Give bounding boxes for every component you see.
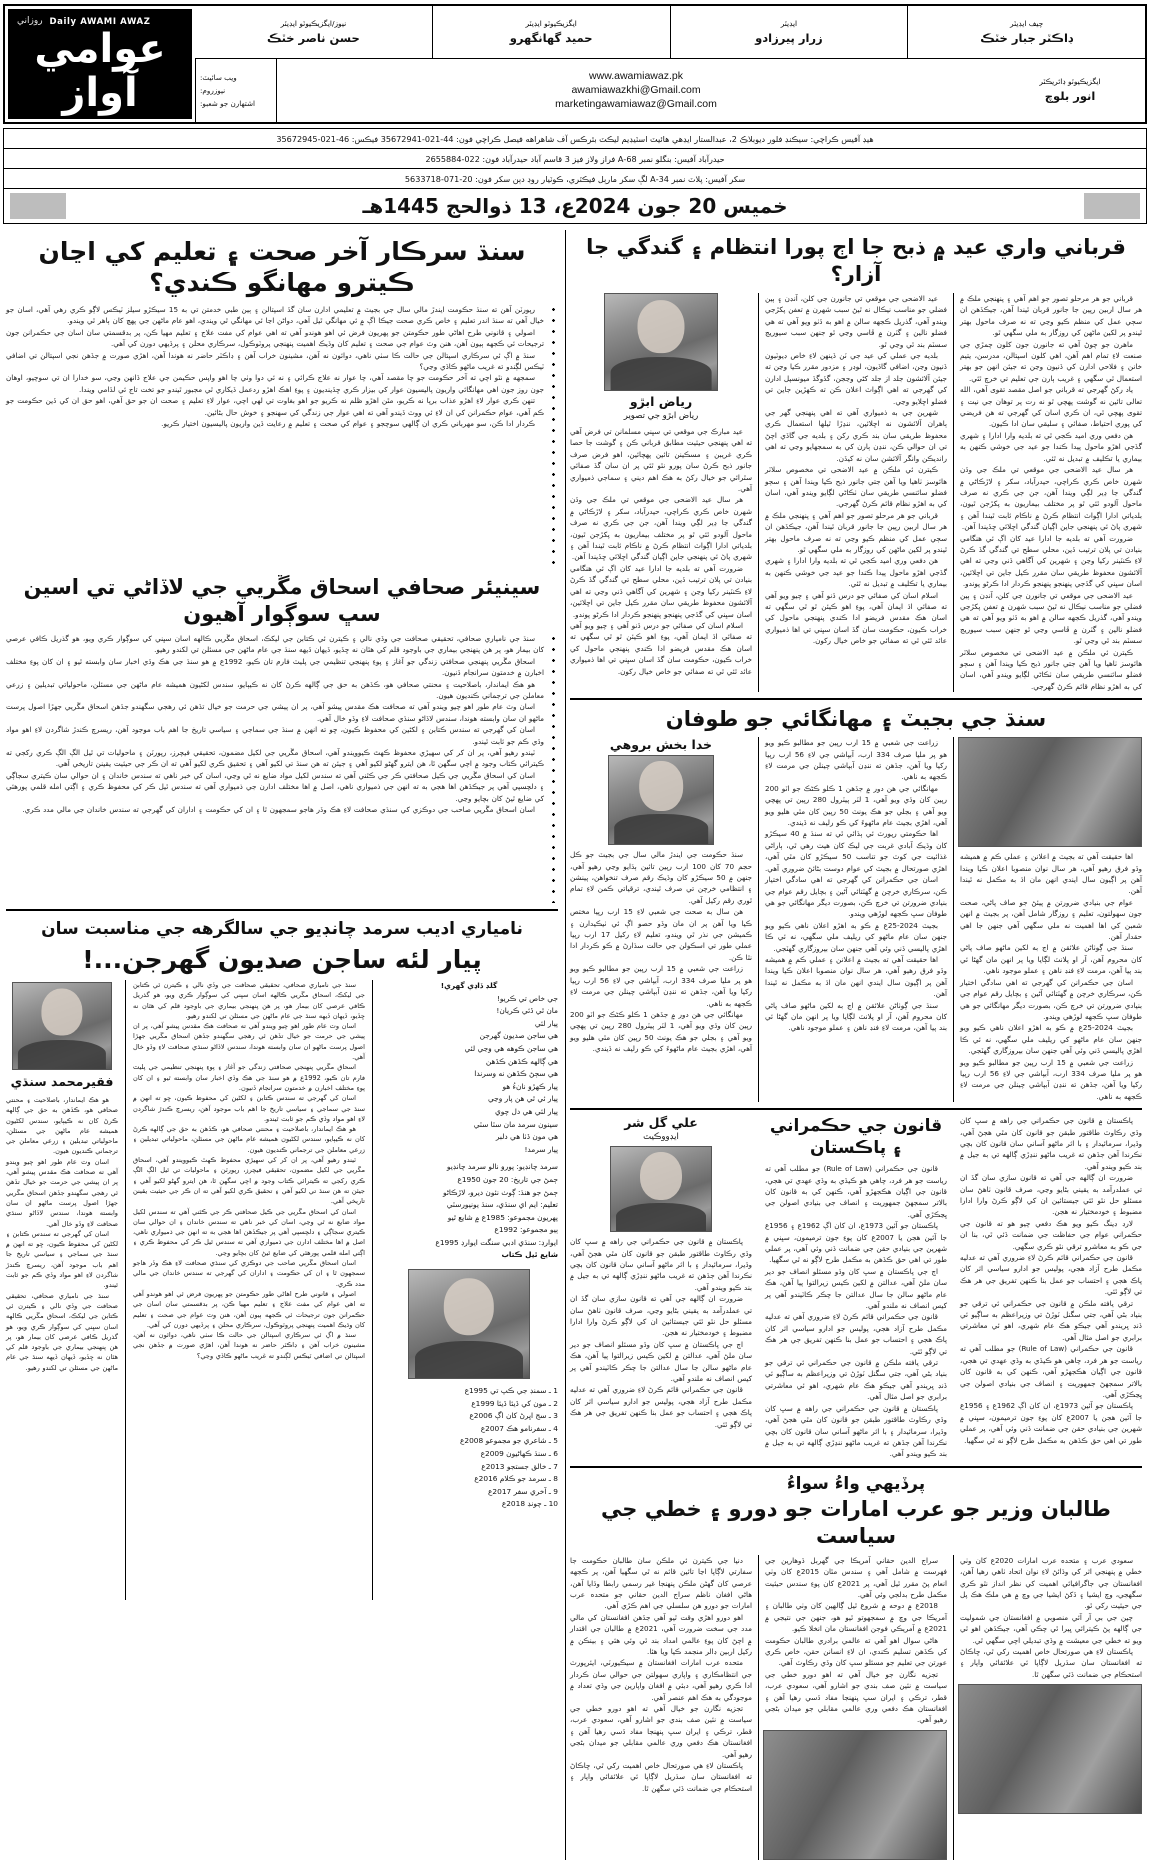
paragraph: اها حقيقت آهي ته بجيٽ ۾ اعلانن ۽ عملي ڪم ۾ هميشه وڏو فرق رهيو آهي، هر سال نوان منصوبا اعلان ڪيا ويندا آهن پر اڳيون سال ايندي انهن مان اڌ به مڪمل نه ٿيندا آهن. <box>765 954 947 999</box>
paragraph: قرباني جو هر مرحلو تصور جو اهم آهي ۽ پنهنجي ملڪ ۾ هر سال اربين رپين جا جانور قربان ٿيندا آهن، جيڪڏهن ان سڄي عمل کي منظم ڪيو وڃي ته نه صرف ماحول بهتر ٿيندو پر لکين ماڻهن کي روزگار به ملي سگهي ٿو. <box>960 294 1142 338</box>
staff-name: حسن ناصر خٽڪ <box>266 30 360 45</box>
paragraph: ڪيترن ئي ملڪن ۾ عيد الاضحى تي مخصوص سلاٽر هائوسز ٺاهيا ويا آهن جتي جانور ذبح ڪيا ويندا آهن ۽ سڄو فضلو سائنسي طريقي سان ٺڪاڻي لڳايو ويندو آهي، اسان کي به اهڙو نظام قائم ڪرڻ گهرجي. <box>960 647 1142 691</box>
paragraph: اصولي ۽ قانوني طرح اهاڻي طور حڪومتن جو پهريون فرض ئي اهو هوندو آهي ته اهي عوام کي مفت علاج ۽ تعليم مهيا ڪن، پر بدقسمتي سان اسان جي حڪمرانن جون ترجيحات ئي ڪجهه ٻيون آهن، هنن وٽ عوام جي صحت ۽ تعليم کان وڌيڪ اهميت پنهنجي پروٽوڪول، سرڪاري محلن ۽ پرڏيهي دورن کي آهي. <box>133 1289 365 1329</box>
date-text: خميس 20 جون 2024ع، 13 ذوالحج 1445هـ <box>362 194 788 218</box>
book-item: 6 ـ سنڌ ڪهاڻيون 2009ع <box>480 1449 558 1459</box>
paragraph: اسان اسحاق مڱريي صاحب جي دوڪزي کي سنڌي صحافت لاءِ هڪ وڏر هاجو سمجهون ٿا ۽ ان کي حڪومت ۽ اداران کي گهرجي ته سندس خاندان جي مالي مدد ڪري. <box>22 805 535 815</box>
publisher-cell <box>995 59 1145 122</box>
paragraph: هو هڪ ايماندار، باصلاحيت ۽ محنتي صحافي هو، ڪڏهن به حق جي ڳالهه ڪرڻ کان نه ڪيٻايو، سندس لکڻيون هميشه عام ماڻهن جي مسئلن، ماحولياتي تبديلين ۽ زرعي معاملن جي ترجماني ڪنديون هيون. <box>133 1125 365 1154</box>
paragraph: عوام جي بنيادي ضرورتن ۾ پيئڻ جو صاف پاڻي، صحت جون سهولتون، تعليم ۽ روزگار شامل آهن، پر بجيٽ ۾ انهن شعبن کي اها اهميت نه ملي سگهي آهي جنهن جا اهي حقدار آهن. <box>960 897 1142 942</box>
paragraph: ياد رکڻ گهرجي ته قرباني جو اصل مقصد تقوى آهي، الله تعالى تائين نه گوشت پهچي ٿو نه رت پر توهان جي نيت ۽ تقوى پهچي ٿي، ان ڪري اسان کي گهرجي ته هن فريضي کي پوري احتياط، صفائي ۽ سليقي سان ادا ڪيون. <box>960 385 1142 429</box>
editorial-1-body <box>6 304 552 566</box>
col-divider <box>758 1555 759 1860</box>
paragraph: بجيٽ 2024-25ع ۾ ڪو به اهڙو اعلان ناهي ڪيو ويو جنهن سان عام ماڻهو کي ريليف ملي سگهي، نه ئي ڪا اهڙي پاليسي ڏني وئي آهي جنهن سان بيروزگاري گهٽجي. <box>960 1023 1142 1056</box>
book-item: 4 ـ سفرنامو هڪ 2007ع <box>480 1423 558 1433</box>
feature-author-sidebar <box>6 1095 118 1373</box>
paragraph: بجيٽ 2024-25ع ۾ ڪو به اهڙو اعلان ناهي ڪيو ويو جنهن سان عام ماڻهو کي ريليف ملي سگهي، نه ئي ڪا اهڙي پاليسي ڏني وئي آهي جنهن سان بيروزگاري گهٽجي. <box>765 920 947 953</box>
feature-headline: پيار لئه ساجن صديون گهرجن...! <box>82 945 482 974</box>
paragraph: ماهرن جو چوڻ آهي ته جانورن جون کلون چمڙي جي صنعت لاءِ تمام اهم آهن، اهي کلون اسپتالن، مدرسن، يتيم خانن ۽ فلاحي ادارن کي ڏنيون وڃن ته جيئن انهن جو بهتر استعمال ٿي سگهي ۽ غريب ٻارن جي تعليم تي خرچ ٿئي. <box>960 339 1142 383</box>
poem-line: هي ڳالهه ڪڏهن ڪڏهن <box>485 1056 558 1066</box>
feature-column-divider <box>372 980 373 1600</box>
paragraph: 2018ع ۾ دوحه ۾ شروع ٿيل ڳالهين کان وٺي طالبان ۽ آمريڪا جي وچ ۾ سمجهوتو ٿيو هو، جنهن جي نتيجي ۾ 2021ع ۾ آمريڪي فوجن افغانستان مان انخلا ڪيو. <box>765 1601 947 1634</box>
photo-press-conference <box>763 1730 947 1860</box>
paragraph: زراعت جي شعبي ۾ 15 ارب رپين جو مطالبو ڪيو ويو هو پر مليا صرف 334 ارب، آبپاشي جي لاءِ 56 ارب رپيا رکيا ويا آهن، جڏهن ته ننڍن آبپاشي چينلن جي مرمت لاءِ ڪجهه به ناهي. <box>570 964 753 1008</box>
paragraph: پاڪستان جو آئين 1973ع، ان کان اڳ 1962ع ۽ 1956ع جا آئين هجن يا 2007ع کان پوءِ جون ترميمون، سڀني ۾ شهرين جي بنيادي حقن جي ضمانت ڏني وئي آهي، پر عملي طور تي اهي حق ڪڏهن به مڪمل طرح لاڳو نه ٿي سگهيا. <box>960 1401 1142 1445</box>
col-divider <box>953 1555 954 1860</box>
staff-name: ڊاڪٽر جبار خٽڪ <box>980 30 1074 45</box>
story-law-author: علي گل شر <box>624 1115 698 1131</box>
story-taliban-col2 <box>765 1555 947 1860</box>
paragraph: اها حقيقت آهي ته بجيٽ ۾ اعلانن ۽ عملي ڪم ۾ هميشه وڏو فرق رهيو آهي، هر سال نوان منصوبا اعلان ڪيا ويندا آهن پر اڳيون سال ايندي انهن مان اڌ به مڪمل نه ٿيندا آهن. <box>960 852 1142 896</box>
book-item: 10 ـ چونڊ 2018ع <box>501 1499 558 1509</box>
paragraph: سنڌ جي ڳوٺاڻن علائقن ۾ اڄ به لکين ماڻهو صاف پاڻي کان محروم آهن، آر او پلانٽ لڳايا ويا پر انهن مان گهڻا ئي بند پيا آهن، مرمت لاءِ فنڊ ناهن ۽ عملو موجود ناهي. <box>765 1000 947 1033</box>
editorial-dot-divider <box>552 304 558 566</box>
paragraph: سمجهه ۾ نٿو اچي ته آخر حڪومت جو چا مقصد آهي، چا عوار نه علاج ڪرائي ۽ نه ئي دوا وٺي چا اهو واپس حڪيمن جي علاج ڏانهن وڃي، سو خدارا ان تي سوچيو، اوهان جون روز جون اهي مهانگائي واريون پاليسيون عوار کي بيزار ڪري ڇڏينديون ۽ پوءِ اهڪ اهڙو ردعمل ڏيکاري ٿي مجبور ٿيندو جو تخت تاج ئي لڏامي ويندا. <box>6 373 544 394</box>
poem-line: پيار لئي هي دل چوي <box>494 1106 558 1116</box>
paragraph: رپورٽن آهن ته سنڌ حڪومت ايندڙ مالي سال جي بجيٽ ۾ تعليمي ادارن سان گڏ اسپتالن ۽ ٻين طبي خدمتن تي به 15 سيڪڙو سيلز ٽيڪس لاڳو ڪري رهي آهي، اسان جو خيال آهي ته سنڌ اندر تعليم ۽ خاص ڪري صحت جيڪا اڳ ۾ ئي مهانگي ٿيل آهي، دواڻن اڃا ئي مهانگي ٿي ويندي، اهو عام ماڻهن جي پهچ کان ٻاهر ٿي ويندو. <box>6 305 544 326</box>
col-divider <box>953 737 954 1102</box>
editorial-section <box>6 232 558 1600</box>
column-body <box>765 1163 947 1460</box>
paragraph: لارڊ ڊينگ ڪيو ويو هڪ دفعي چيو هو ته قانون جي حڪمراني عوام جي حفاظت جي ضمانت ڏئي ٿي، بنا ان جي ڪو به معاشرو ترقي نٿو ڪري سگهي. <box>960 1218 1142 1251</box>
paragraph: قانون جي حڪمراني (Rule of Law) جو مطلب آهي ته رياست جو هر فرد، چاهي هو ڪيڏي به وڏي عهدي تي هجي، قانون جي اڳيان هڪجهڙو آهي، ڪنهن کي به قانون کان بالاتر سمجهڻ جمهوريت ۽ انصاف جي بنيادي اصولن جي ڀڃڪڙي آهي. <box>960 1344 1142 1399</box>
story-qurbani-headline: قرباني واري عيد ۾ ذبح جا اڄ پورا انتظام ۽ گندگي جا آزار؟ <box>586 235 1126 286</box>
editorial-dot-divider <box>552 633 558 903</box>
feature-poem-block <box>380 980 558 1155</box>
photo-sarmad-chandio <box>408 1269 530 1379</box>
column-body <box>570 1236 752 1430</box>
paragraph: سنڌ جي نامياري صحافي، تحقيقي صحافت جي وڏي نالي ۽ ڪيترن ئي ڪتابن جي ليکڪ، اسحاق مڱريي ڪالهه اسان سڀني کي سوڳوار ڪري ويو، هو گذريل ڪافي عرصي کان بيمار هو، پر هن پنهنجي بيماري جي باوجود قلم کي هٿان نه ڇڏيو، ڏيهان ڏيهه سنڌ جي عام ماڻهن جي مسئلن تي لکندو رهيو. <box>6 1291 118 1372</box>
publisher-role: ايگزيڪيوٽو ڊائريڪٽر <box>1039 77 1101 87</box>
poem-line: هي مون ڏٺا هي دلبر <box>495 1132 558 1142</box>
paragraph: سنڌ جي نامياري صحافي، تحقيقي صحافت جي وڏي نالي ۽ ڪيترن ئي ڪتابن جي ليکڪ، اسحاق مڱريي ڪالهه اسان سڀني کي سوڳوار ڪري ويو، هو گذريل ڪافي عرصي کان بيمار هو، پر هن پنهنجي بيماري جي باوجود قلم کي هٿان نه ڇڏيو، ڏيهان ڏيهه سنڌ جي عام ماڻهن جي مسئلن تي لکندو رهيو. <box>6 634 544 655</box>
poem-line: مان ٿي ڏئي ڪريان! <box>496 1006 558 1016</box>
dateline-bar <box>3 189 1147 224</box>
feature-body <box>133 980 365 1361</box>
paragraph: زراعت جي شعبي ۾ 15 ارب رپين جو مطالبو ڪيو ويو هو پر مليا صرف 334 ارب، آبپاشي جي لاءِ 56 ارب رپيا رکيا ويا آهن، جڏهن ته ننڍن آبپاشي چينلن جي مرمت لاءِ ڪجهه به ناهي. <box>765 738 948 782</box>
paragraph: پاڪستان لاءِ هي صورتحال خاص اهميت رکي ٿي، ڇاڪاڻ ته افغانستان سان سڌريل لاڳاپا ئي علائقائي واپار ۽ استحڪام جي ضمانت ڏئي سگهن ٿا. <box>960 1646 1142 1679</box>
paragraph: پاڪستان ۾ قانون جي حڪمراني جي راهه ۾ سڀ کان وڏي رڪاوٽ طاقتور طبقن جو قانون کان مٿي هجڻ آهي، وڏيرا، سرمائيدار ۽ با اثر ماڻهو آساني سان قانون کان بچي نڪرندا آهن جڏهن ته غريب ماڻهو ننڍڙي ڳالهه تي به جيل ۾ بند ڪيو ويندو آهي. <box>765 1403 947 1459</box>
column-body <box>765 1555 947 1726</box>
main-column-divider <box>565 230 566 1860</box>
website-url[interactable]: www.awamiawaz.pk <box>589 70 683 83</box>
paragraph: اسان جي حڪمرانن کي گهرجي ته اهي سادگي اختيار ڪن، سرڪاري خرچن ۾ گهٽتائي آڻين ۽ بچايل رقم عوام جي بنيادي ضرورتن تي خرچ ڪن، بصورت ديگر مهانگائي جو هي طوفان سڀ ڪجهه لوڙهي ويندو. <box>765 875 947 919</box>
section-rule-1 <box>570 698 1142 700</box>
paragraph: هر سال عيد الاضحى جي موقعي تي ملڪ جي وڏن شهرن خاص ڪري ڪراچي، حيدرآباد، سکر ۽ لاڙڪاڻي ۾ گندگي جا ڍير لڳي ويندا آهن، جن جي ڪري نه صرف ماحول آلودو ٿئي ٿو پر مختلف بيماريون به پکڙجن ٿيون، بلدياتي ادارا اڳواٽ انتظام ڪرڻ ۾ ناڪام ثابت ٿيندا آهن ۽ شهري پاڻ ئي پنهنجي جاين اڳيان گندگي اڇلائي ڇڏيندا آهن. <box>570 495 752 562</box>
story-budget-col1 <box>570 737 752 1102</box>
story-budget-col2 <box>765 737 947 1102</box>
paragraph: قرباني جو هر مرحلو تصور جو اهم آهي ۽ پنهنجي ملڪ ۾ هر سال اربين رپين جا جانور قربان ٿيندا آهن، جيڪڏهن ان سڄي عمل کي منظم ڪيو وڃي ته نه صرف ماحول بهتر ٿيندو پر لکين ماڻهن کي روزگار به ملي سگهي ٿو. <box>765 510 947 554</box>
paragraph: هن دفعي وري اميد ڪجي ٿي ته بلديه وارا ادارا ۽ شهري گڏجي اهڙو ماحول پيدا ڪندا جو عيد جي خوشي ڪنهن به بيماري يا تڪليف ۾ تبديل نه ٿئي. <box>765 556 947 589</box>
column-body <box>960 1115 1142 1446</box>
paragraph: شهرين جي به ذميواري آهي ته اهي پنهنجي گهر جي ٻاهران آلائشون نه اڇلائين، ننڍڙا ٿيلها استعمال ڪري محفوظ طريقي سان بند ڪري رکن ۽ بلديه جي گاڏي اچڻ تي ان حوالي ڪن، ننڍن ٻارن کي به سمجهايو وڃي ته اهي رانديڪن وانگر آلائشن سان نه کيڏن. <box>765 408 947 463</box>
paragraph: هو هڪ ايماندار، باصلاحيت ۽ محنتي صحافي هو، ڪڏهن به حق جي ڳالهه ڪرڻ کان نه ڪيٻايو، سندس لکڻيون هميشه عام ماڻهن جي مسئلن، ماحولياتي تبديلين ۽ زرعي معاملن جي ترجماني ڪنديون هيون. <box>6 1096 118 1156</box>
feature-bio-list <box>380 1161 558 1261</box>
book-item: 2 ـ مون کي ڏيئا ڏيئا 1999ع <box>471 1398 558 1408</box>
logo-corner-mark: روزاني <box>17 16 43 26</box>
dateline-swatch-right <box>1084 193 1140 219</box>
editorial-section-rule <box>6 909 558 911</box>
label-newsroom: نيوزروم: <box>200 85 226 95</box>
bio-line: سرمد چانڊيو: پورو نالو سرمد چانڊيو <box>446 1162 558 1172</box>
feature-author-column <box>6 980 118 1600</box>
photo-faqeer-muhammad-sindhi <box>12 982 112 1070</box>
contact-labels <box>195 59 276 122</box>
column-body <box>570 426 752 677</box>
paragraph: ٽيندو رهيو آهي، پر ان کر کي سهيڙي محفوظ ڪهٿ ڪيوويندو آهي، اسحاق مڱريي جي لکيل مضمون، تحقيقي فيچرز، رپورٽن ۽ ماحوليات تي ٿيل الڳ الڳ ڪري رکجي ته ڪيترائي ڪتاب وجود ۾ اچي سگهن ٿا، هن ايترو گهڻو لکيو آهي ۽ جيئن ته هن سنڌ تي لکيو آهي ۽ تحقيق ڪري لکيو آهي ته ان ڪر جي حيثيت يقينن تاريخي آهي. <box>6 748 544 769</box>
paragraph: اسان وٽ عام طور اهو چيو ويندو آهي ته صحافت هڪ مقدس پيشو آهي، پر ان پيشي جي حرمت جو خيال تڏهن ئي رهجي سگهندو جڏهن اسحاق مڱريي جهڙا اصول پرست ماڻهو ان سان وابسته هوندا، سندس لاڏاڻو سنڌي صحافت لاءِ وڏو خال آهي. <box>6 1157 118 1228</box>
feature-author-name: فقيرمحمد سنڌي <box>10 1074 114 1089</box>
column-body <box>960 293 1142 692</box>
paragraph: سنڌ جي ڳوٺاڻن علائقن ۾ اڄ به لکين ماڻهو صاف پاڻي کان محروم آهن، آر او پلانٽ لڳايا ويا پر انهن مان گهڻا ئي بند پيا آهن، مرمت لاءِ فنڊ ناهن ۽ عملو موجود ناهي. <box>960 943 1142 976</box>
paragraph: عيد مبارڪ جي موقعي تي سڀني مسلمانن تي فرض آهي ته اهي پنهنجي حيثيت مطابق قرباني ڪن ۽ گوشت جا حصا ڪري غريبن ۽ مسڪينن تائين پهچائين، اهو فرض صرف جانور ذبح ڪرڻ سان پورو نٿو ٿئي پر ان سان گڏ صفائي سٿرائي جو خيال رکڻ به هڪ اهم ديني ۽ سماجي ذميواري آهي. <box>570 427 752 494</box>
paragraph: ترقي يافته ملڪن ۾ قانون جي حڪمراني ئي ترقي جو بنياد بڻي آهي، جتي سگنل ٽوڙڻ تي وزيراعظم به ساڳيو ئي ڏنڊ ڀريندو آهي جيڪو هڪ عام شهري، اهو ئي معاشرتي برابري جو اصل مثال آهي. <box>960 1298 1142 1342</box>
paragraph: مهانگائي جي هن دور ۾ جڏهن 1 ڪلو ڪڻڪ جو اٽو 200 رپين کان وڌي ويو آهي، 1 لٽر پيٽرول 280 رپين تي پهچي ويو آهي ۽ بجلي جو هڪ يونٽ 50 رپين کان مٿي هليو ويو آهي، اهڙي بجيٽ عام ماڻهوءَ کي ڪو رليف نه ڏيندي. <box>765 783 948 828</box>
book-item: 8 ـ سرمد جو ڪلام 2016ع <box>474 1474 558 1484</box>
story-law-author-sub: ايڊووڪيٽ <box>643 1132 679 1143</box>
paragraph: عيد الاضحى جي موقعي تي جانورن جي کلن، آنڊن ۽ ٻين فضلي جو مناسب نيڪال نه ٿيڻ سبب شهرن ۾ تعفن پکڙجي ويندو آهي، گذريل ڪجهه سالن ۾ اهو به ڏٺو ويو آهي ته هي فضلو نالين ۽ گٽرن ۾ ڦاسي وڃي ٿو جنهن سبب سيوريج سسٽم بند ٿي وڃي ٿو. <box>765 294 947 349</box>
book-item: 1 ـ سمنڊ جي ڪپ تي 1995ع <box>464 1386 558 1396</box>
paragraph: ضرورت آهي ته بلديه جا ادارا عيد کان اڳ ئي هنگامي بنيادن تي پلان ترتيب ڏين، محلي سطح تي گندگي گڏ ڪرڻ لاءِ ڪنٽينر رکيا وڃن ۽ شهرين کي آگاهي ڏني وڃي ته اهي آلائشون محفوظ طريقي سان مقرر ڪيل جاين تي اڇلائين، اسان سڀني کي گڏجي پنهنجو پنهنجو ڪردار ادا ڪرڻو پوندو. <box>960 533 1142 589</box>
address-hyderabad: حيدرآباد آفيس: بنگلو نمبر 68-A فراز ولاز فيز 3 قاسم آباد حيدرآباد فون: 022-2655884 <box>3 149 1147 169</box>
poem-line: پيار ڪهڙو نانءُ هو <box>502 1081 558 1091</box>
staff-role: چيف ايڊيٽر <box>1010 18 1044 28</box>
bio-line: ڄمڻ جي تاريخ: 20 جون 1950ع <box>457 1174 558 1184</box>
marketing-email[interactable]: marketingawamiawaz@Gmail.com <box>555 98 717 111</box>
paragraph: قانون جي حڪمراني (Rule of Law) جو مطلب آهي ته رياست جو هر فرد، چاهي هو ڪيڏي به وڏي عهدي تي هجي، قانون جي اڳيان هڪجهڙو آهي، ڪنهن کي به قانون کان بالاتر سمجهڻ جمهوريت ۽ انصاف جي بنيادي اصولن جي ڀڃڪڙي آهي. <box>765 1164 947 1219</box>
story-law-col1 <box>570 1115 752 1430</box>
bio-line: تعليم: ايم اي سنڌي، سنڌ يونيورسٽي <box>446 1200 558 1210</box>
paragraph: سراج الدين حقاني آمريڪا جي گهربل ڏوهارين جي فهرست ۾ شامل آهي ۽ سندس مٿان 2015ع کان وٺي انعام پڻ مقرر ٿيل آهي، پر 2021ع کان پوءِ سندس حيثيت مڪمل طرح بدلجي وئي آهي. <box>765 1555 948 1599</box>
book-item: 3 ـ سج اڀرڻ کان اڳ 2006ع <box>469 1411 558 1421</box>
poem-title: گلڊ ڏاڍي گهري! <box>440 981 498 990</box>
story-qurbani-author: رياض ابڙو <box>629 394 693 409</box>
paragraph: اسان کي اسحاق مڱريي جي ڪيل صحافتي ڪر جي ڪٿني آهي ته سندس لکيل مواد ضايع نه ٿي وڃي، اسان کي خبر ناهي ته سندس خاندان ۽ ان حوالي سان ڪيتري سجاڳي ۽ دلچسپي آهي پر جيڪڏهن اها هجي به ته انهن جي ذميواري ناهي، اصل ۾ اها مختلف ادارن جي ذميواري آهي ته سندس ٿيل ڪر کي محفوظ ڪري ۽ اڳتي امله قلمي پورهئي کي ضايع ٿيڻ کان بچايو وڃي. <box>6 770 544 803</box>
column-body <box>960 851 1142 1102</box>
story-law-col2 <box>765 1115 947 1460</box>
feature-kicker: نامياري اديب سرمد چانڊيو جي سالگرهه جي مناسبت سان <box>41 919 523 939</box>
story-qurbani-col2 <box>765 293 947 692</box>
editorial-1-headline: سنڌ سرڪار آخر صحت ۽ تعليم کي اڃان ڪيترو مهانگو ڪندي؟ <box>38 237 526 297</box>
paragraph: اصولي ۽ قانوني طرح اهاڻي طور حڪومتن جو پهريون فرض ئي اهو هوندو آهي ته اهي عوام کي مفت علاج ۽ تعليم مهيا ڪن، پر بدقسمتي سان اسان جي حڪمرانن جون ترجيحات ئي ڪجهه ٻيون آهن، هنن وٽ عوام جي صحت ۽ تعليم کان وڌيڪ اهميت پنهنجي پروٽوڪول، سرڪاري محلن ۽ پرڏيهي دورن کي آهي. <box>6 327 544 349</box>
poem-line: پيار ئي ٿي هن پار وڃي <box>488 1094 558 1104</box>
paragraph: اڄ جي پاڪستان ۾ سڀ کان وڏو مسئلو انصاف جو دير سان ملڻ آهي، عدالتن ۾ لکين ڪيس زيرالتوا پيا آهن، هڪ عام ماڻهو سالن جا سال عدالتن جا چڪر ڪاٽيندو آهي پر کيس انصاف نه ملندو آهي. <box>765 1266 947 1311</box>
paragraph: اسان کي گهرجي ته سندس ڪتابن ۽ لکڻين کي محفوظ ڪيون، ڇو ته انهن ۾ سنڌ جي سماجي ۽ سياسي تاريخ جا اهم باب موجود آهن، ريسرچ ڪندڙ شاگردن لاءِ اهو مواد وڏي ڪم جو ثابت ٿيندو. <box>6 1229 118 1290</box>
story-taliban <box>570 1473 1142 1860</box>
story-rule-of-law <box>570 1115 1142 1460</box>
paragraph: بلديه جي عملي کي عيد جي ٽن ڏينهن لاءِ خاص ڊيوٽيون ڏنيون وڃن، اضافي گاڏيون، لوڊر ۽ مزدور مقرر ڪيا وڃن ته جيئن آلائشون جلد از جلد کڻي وڃجن، گڏوگڏ ميونسپل ادارن کي گهرجي ته اهي اڳواٽ اعلان ڪن ته ڪهڙين جاين تي فضلو اڇلايو وڃي. <box>765 351 947 406</box>
poem-line: پيار سرمد! <box>524 1144 558 1154</box>
paragraph: هن دفعي وري اميد ڪجي ٿي ته بلديه وارا ادارا ۽ شهري گڏجي اهڙو ماحول پيدا ڪندا جو عيد جي خوشي ڪنهن به بيماري يا تڪليف ۾ تبديل نه ٿئي. <box>960 430 1142 463</box>
poem-line: هي ساجن ڪوهه هي وڃي لئي <box>464 1043 558 1053</box>
story-taliban-col3 <box>960 1555 1142 1860</box>
paragraph: تجزيه نگارن جو خيال آهي ته اهو دورو خطي جي سياست ۾ نئين صف بندي جو اشارو آهي، سعودي عرب، قطر، ترڪي ۽ ايران سڀ پنهنجا مفاد ڏسي رهيا آهن ۽ افغانستان هڪ دفعي وري عالمي مقابلي جو ميدان بڻجي رهيو آهي. <box>570 1704 752 1759</box>
photo-sindh-assembly <box>958 737 1142 847</box>
poem-line: پيار لئي <box>534 1018 558 1028</box>
poem-line: سينون سرمد مان سٽا سٽي <box>473 1119 558 1129</box>
paragraph: عيد الاضحى جي موقعي تي جانورن جي کلن، آنڊن ۽ ٻين فضلي جو مناسب نيڪال نه ٿيڻ سبب شهرن ۾ تعفن پکڙجي ويندو آهي، گذريل ڪجهه سالن ۾ اهو به ڏٺو ويو آهي ته هي فضلو نالين ۽ گٽرن ۾ ڦاسي وڃي ٿو جنهن سبب سيوريج سسٽم بند ٿي وڃي ٿو. <box>960 590 1142 646</box>
publisher-name: انور بلوچ <box>1044 89 1096 104</box>
paragraph: تجزيه نگارن جو خيال آهي ته اهو دورو خطي جي سياست ۾ نئين صف بندي جو اشارو آهي، سعودي عرب، قطر، ترڪي ۽ ايران سڀ پنهنجا مفاد ڏسي رهيا آهن ۽ افغانستان هڪ دفعي وري عالمي مقابلي جو ميدان بڻجي رهيو آهي. <box>765 1669 947 1725</box>
staff-name: حميد گهانگهرو <box>509 30 593 45</box>
editorial-2-headline: سينيئر صحافي اسحاق مڱريي جي لاڏاڻي تي اسين سڀ سوڳوار آهيون <box>23 575 541 626</box>
paragraph: هر سال عيد الاضحى جي موقعي تي ملڪ جي وڏن شهرن خاص ڪري ڪراچي، حيدرآباد، سکر ۽ لاڙڪاڻي ۾ گندگي جا ڍير لڳي ويندا آهن، جن جي ڪري نه صرف ماحول آلودو ٿئي ٿو پر مختلف بيماريون به پکڙجن ٿيون، بلدياتي ادارا اڳواٽ انتظام ڪرڻ ۾ ناڪام ثابت ٿيندا آهن ۽ شهري پاڻ ئي پنهنجي جاين اڳيان گندگي اڇلائي ڇڏيندا آهن. <box>960 465 1142 532</box>
feature-sarmad <box>6 916 558 1600</box>
staff-role: نيوز/ايگزيڪيوٽو ايڊيٽر <box>280 18 347 28</box>
photo-taliban-delegation <box>958 1684 1142 1814</box>
story-budget <box>570 705 1142 1102</box>
paragraph: چين جي بي آر آئي منصوبي ۾ افغانستان جي شموليت جي ڳالهه پڻ ڪيترائي ڀيرا ٿي چڪي آهي، جيڪڏهن اهو ٿي ويو ته خطي جي معيشت ۾ وڏي تبديلي اچي سگهي ٿي. <box>960 1612 1142 1645</box>
story-qurbani-col1 <box>570 293 752 692</box>
column-body <box>765 293 947 647</box>
address-karachi: هيڊ آفيس ڪراچي: سيڪنڊ فلور ديوبلاڪ 2، عبدالستار ايڊهي هائيٽ اسٽيڊيم ليڪٽ بئرڪس آف شاهراهه فيصل ڪراچي فون: 44-021-35672941 فيڪس: 46-021-35672945 <box>3 128 1147 149</box>
paragraph: هاڻي سوال اهو آهي ته عالمي برادري طالبان حڪومت کي ڪڏهن تسليم ڪندي، ان لاءِ انسانن حقن، خاص ڪري عورتن جي تعليم جو مسئلو سڀ کان وڏي رڪاوٽ آهي. <box>765 1635 947 1668</box>
paragraph: اسان کي گهرجي ته سندس ڪتابن ۽ لکڻين کي محفوظ ڪيون، ڇو ته انهن ۾ سنڌ جي سماجي ۽ سياسي تاريخ جا اهم باب موجود آهن، ريسرچ ڪندڙ شاگردن لاءِ اهو مواد وڏي ڪم جو ثابت ٿيندو. <box>6 725 544 746</box>
editorial-1 <box>6 232 558 566</box>
left-news-section <box>570 232 1142 1860</box>
paragraph: ضرورت ان ڳالهه جي آهي ته قانون سازي سان گڏ ان تي عملدرآمد به يقيني بڻايو وڃي، صرف قانون ٺاهڻ سان مسئلو حل نٿو ٿئي جيستائين ان کي لاڳو ڪرڻ وارا ادارا مضبوط ۽ خودمختيار نه هجن. <box>570 1294 752 1338</box>
staff-cell-chief-editor <box>907 6 1145 58</box>
feature-book-list <box>380 1385 558 1510</box>
newsroom-email[interactable]: awamiawazkhi@Gmail.com <box>571 84 701 97</box>
bio-line: پهريون مجموعو: 1985ع ۾ شايع ٿيو <box>447 1212 558 1222</box>
editorial-2-body <box>6 633 552 903</box>
story-law-col3 <box>960 1115 1142 1446</box>
paragraph: سنڌ ۾ اڳ ئي سرڪاري اسپتالن جي حالت ڪا سٺي ناهي، دوائون نه آهن، مشينون خراب آهن ۽ ڊاڪٽر حاضر نه هوندا آهن، اهڙي صورت ۾ جڏهن نجي اسپتالن تي اضافي ٽيڪس لڳندو ته غريب ماڻهو ڪاڏي وڃي؟ <box>133 1331 365 1360</box>
paragraph: سنڌ حڪومت جي ايندڙ مالي سال جي بجيٽ جو ڪل حجم 70 کان 100 ارب رپين تائين ٻڌايو وڃي رهيو آهي، جنهن ۾ 50 سيڪڙو کان وڌيڪ رقم صرف تنخواهن، پينشن ۽ انتظامي خرچن تي صرف ٿيندي، ترقياتي ڪمن لاءِ تمام ٿوري رقم رکيل آهي. <box>570 850 752 905</box>
book-item: 7 ـ خالق جستجو 2013ع <box>481 1461 558 1471</box>
paragraph: پاڪستان ۾ قانون جي حڪمراني جي راهه ۾ سڀ کان وڏي رڪاوٽ طاقتور طبقن جو قانون کان مٿي هجڻ آهي، وڏيرا، سرمائيدار ۽ با اثر ماڻهو آساني سان قانون کان بچي نڪرندا آهن جڏهن ته غريب ماڻهو ننڍڙي ڳالهه تي به جيل ۾ بند ڪيو ويندو آهي. <box>960 1116 1142 1171</box>
photo-khuda-bux-brohi <box>608 755 714 845</box>
masthead-staff-block <box>195 6 1145 122</box>
dateline-swatch-left <box>10 193 66 219</box>
paragraph: قانون جي حڪمراني قائم ڪرڻ لاءِ ضروري آهي ته عدليه مڪمل طرح آزاد هجي، پوليس جو ادارو سياسي اثر کان پاڪ هجي ۽ احتساب جو عمل بنا ڪنهن تفريق جي هر هڪ تي لاڳو ٿئي. <box>960 1253 1142 1297</box>
paragraph: هن سال به صحت جي شعبي لاءِ 15 ارب رپيا مختص ڪيا ويا آهن پر ان مان وڏو حصو اڳ ئي ٺيڪيدارن ۽ ڪميشن جي نذر ٿي ويندو، تعليم لاءِ رکيل 17 ارب رپيا عملي طور تي اسڪولن جي حالت سڌارڻ ۾ ڪو ڪردار ادا نٿا ڪن. <box>570 907 752 962</box>
story-budget-author: خدا بخش بروهي <box>609 737 713 753</box>
story-budget-headline: سنڌ جي بجيٽ ۽ مهانگائي جو طوفان <box>665 707 1047 732</box>
staff-cell-executive-editor <box>432 6 670 58</box>
col-divider <box>758 293 759 692</box>
photo-ali-gul-shar <box>610 1146 712 1232</box>
paragraph: ڪردار ادا ڪن، سو مهرباني ڪري ان ڳالهي سوچجو ۽ عوام کي صحت ۽ تعليم ۾ رعايت ڏين واريون پاليسيون اختيار ڪريو. <box>161 419 535 429</box>
paragraph: اسان اسحاق مڱريي صاحب جي دوڪزي کي سنڌي صحافت لاءِ هڪ وڏر هاجو سمجهون ٿا ۽ ان کي حڪومت ۽ اداران کي گهرجي ته سندس خاندان جي مالي مدد ڪري. <box>133 1259 365 1288</box>
story-taliban-headline: طالبان وزير جو عرب امارات جو دورو ۽ خطي جي سياست <box>601 1496 1111 1548</box>
staff-cell-news-editor <box>195 6 432 58</box>
editorial-2 <box>6 570 558 903</box>
bio-line: ايوارڊ: سنڌي ادبي سنگت ايوارڊ 1995ع <box>435 1237 558 1247</box>
paragraph: ٽيندو رهيو آهي، پر ان کر کي سهيڙي محفوظ ڪهٿ ڪيوويندو آهي، اسحاق مڱريي جي لکيل مضمون، تحقيقي فيچرز، رپورٽن ۽ ماحوليات تي ٿيل الڳ الڳ ڪري رکجي ته ڪيترائي ڪتاب وجود ۾ اچي سگهن ٿا، هن ايترو گهڻو لکيو آهي ۽ جيئن ته هن سنڌ تي لکيو آهي ۽ تحقيق ڪري لکيو آهي ته ان ڪر جي حيثيت يقينن تاريخي آهي. <box>133 1156 365 1206</box>
paragraph: پاڪستان جو آئين 1973ع، ان کان اڳ 1962ع ۽ 1956ع جا آئين هجن يا 2007ع کان پوءِ جون ترميمون، سڀني ۾ شهرين جي بنيادي حقن جي ضمانت ڏني وئي آهي، پر عملي طور تي اهي حق ڪڏهن به مڪمل طرح لاڳو نه ٿي سگهيا. <box>765 1221 947 1265</box>
paragraph: قانون جي حڪمراني قائم ڪرڻ لاءِ ضروري آهي ته عدليه مڪمل طرح آزاد هجي، پوليس جو ادارو سياسي اثر کان پاڪ هجي ۽ احتساب جو عمل بنا ڪنهن تفريق جي هر هڪ تي لاڳو ٿئي. <box>570 1385 752 1429</box>
paragraph: تنهن ڪري عوار لاءِ اهڙو عذاب برپا نه ڪريو، مٿن اهڙو ظلم نه ڪريو جو اهو بغاوت تي لهي اچي، عوار لاءِ تعليم ۽ صحت ان جو حق آهي، اهو حق ان کي ڏين حڪومت جو ڪم آهي، عوام حڪمرانن کي ان لاءِ ئي ووٽ ڏيندو آهي ته اهي عوار جي زندگي کي سهنجو ۽ خوش حال بڻائين. <box>6 396 544 417</box>
paragraph: ضرورت ان ڳالهه جي آهي ته قانون سازي سان گڏ ان تي عملدرآمد به يقيني بڻايو وڃي، صرف قانون ٺاهڻ سان مسئلو حل نٿو ٿئي جيستائين ان کي لاڳو ڪرڻ وارا ادارا مضبوط ۽ خودمختيار نه هجن. <box>960 1173 1142 1217</box>
paragraph: اسلام اسان کي صفائي جو درس ڏنو آهي ۽ چيو ويو آهي ته صفائي اڌ ايمان آهي، پوءِ اهو ڪيئن ٿو ٿي سگهي ته اسان هڪ مقدس فريضو ادا ڪندي پنهنجي ماحول کي خراب ڪيون، حڪومت سان گڏ اسان سڀني تي اها ذميواري عائد ٿئي ٿي ته صفائي جو خاص خيال رکون. <box>765 590 947 646</box>
story-qurbani-col3 <box>960 293 1142 692</box>
paragraph: اسان وٽ عام طور اهو چيو ويندو آهي ته صحافت هڪ مقدس پيشو آهي، پر ان پيشي جي حرمت جو خيال تڏهن ئي رهجي سگهندو جڏهن اسحاق مڱريي جهڙا اصول پرست ماڻهو ان سان وابسته هوندا، سندس لاڏاڻو سنڌي صحافت لاءِ وڏو خال آهي. <box>6 702 544 723</box>
book-item: 9 ـ آخري سفر 2017ع <box>488 1486 558 1496</box>
bio-line: ٻيو مجموعو: 1992ع <box>494 1225 558 1235</box>
col-divider <box>953 293 954 692</box>
column-body <box>765 737 947 1034</box>
paragraph: اهو دورو اهڙي وقت ٿيو آهي جڏهن افغانستان کي مالي مدد جي سخت ضرورت آهي، 2021ع ۾ طالبان جي اقتدار ۾ اچڻ کان پوءِ عالمي امداد بند ٿي وئي هئي ۽ بينڪن ۾ رکيل اربين ڊالر منجمد ڪيا ويا هئا. <box>570 1612 752 1656</box>
story-qurbani <box>570 232 1142 692</box>
section-rule-3 <box>570 1466 1142 1468</box>
bio-line: ڄمڻ جو هنڌ: ڳوٺ نئون ديرو، لاڙڪاڻو <box>443 1187 558 1197</box>
paragraph: مهانگائي جي هن دور ۾ جڏهن 1 ڪلو ڪڻڪ جو اٽو 200 رپين کان وڌي ويو آهي، 1 لٽر پيٽرول 280 رپين تي پهچي ويو آهي ۽ بجلي جو هڪ يونٽ 50 رپين کان مٿي هليو ويو آهي، اهڙي بجيٽ عام ماڻهوءَ کي ڪو رليف نه ڏيندي. <box>570 1009 753 1054</box>
poem-line: هي سڄڻ ڪڏهن نه وسرندا <box>474 1069 558 1079</box>
photo-riaz-abro <box>604 293 718 391</box>
label-website: ويب سائيٽ: <box>200 72 237 82</box>
masthead-logo <box>8 9 192 119</box>
paragraph: هو هڪ ايماندار، باصلاحيت ۽ محنتي صحافي هو، ڪڏهن به حق جي ڳالهه ڪرڻ کان نه ڪيٻايو، سندس لکڻيون هميشه عام ماڻهن جي مسئلن، ماحولياتي تبديلين ۽ زرعي معاملن جي ترجماني ڪنديون هيون. <box>6 679 544 701</box>
feature-column-divider-2 <box>125 980 126 1600</box>
paragraph: ترقي يافته ملڪن ۾ قانون جي حڪمراني ئي ترقي جو بنياد بڻي آهي، جتي سگنل ٽوڙڻ تي وزيراعظم به ساڳيو ئي ڏنڊ ڀريندو آهي جيڪو هڪ عام شهري، اهو ئي معاشرتي برابري جو اصل مثال آهي. <box>765 1358 947 1402</box>
paragraph: اها حڪومتي رپورٽ ئي ٻڌائي ٿي ته سنڌ ۾ 40 سيڪڙو کان وڌيڪ آبادي غربت جي ليڪ کان هيٺ رهي ٿي، ٻاراڻي غذائيت جي کوٽ جو تناسب 50 سيڪڙو کان مٿي آهي، اهڙي صورتحال ۾ بجيٽ کي عوام دوست بڻائڻ ضروري آهي. <box>764 829 947 873</box>
paragraph: زراعت جي شعبي ۾ 15 ارب رپين جو مطالبو ڪيو ويو هو پر مليا صرف 334 ارب، آبپاشي جي لاءِ 56 ارب رپيا رکيا ويا آهن، جڏهن ته ننڍن آبپاشي چينلن جي مرمت لاءِ ڪجهه به ناهي. <box>960 1057 1143 1101</box>
paragraph: دنيا جي ڪيترن ئي ملڪن سان طالبان حڪومت جا سفارتي لاڳاپا اڃا تائين قائم نه ٿي سگهيا آهن، پر ڪجهه عرصي کان گهڻن ملڪن پنهنجا غير رسمي رابطا وڌايا آهن، هاڻي افغان ناظم سراج الدين حقاني جو متحده عرب امارات جو دورو هن سلسلي جي اهم ڪڙي آهي. <box>570 1555 752 1611</box>
paragraph: سنڌ جي نامياري صحافي، تحقيقي صحافت جي وڏي نالي ۽ ڪيترن ئي ڪتابن جي ليکڪ، اسحاق مڱريي ڪالهه اسان سڀني کي سوڳوار ڪري ويو، هو گذريل ڪافي عرصي کان بيمار هو، پر هن پنهنجي بيماري جي باوجود قلم کي هٿان نه ڇڏيو، ڏيهان ڏيهه سنڌ جي عام ماڻهن جي مسئلن تي لکندو رهيو. <box>133 981 365 1020</box>
address-sukkur: سکر آفيس: پلاٽ نمبر 34-A لڳ سکر مارٻل فيڪٽري، ڪوٽيار روڊ دٻن سکر فون: 20-071-5633718 <box>3 169 1147 189</box>
feature-bio-column <box>380 980 558 1600</box>
section-rule-2 <box>570 1108 1142 1110</box>
masthead <box>0 0 1150 128</box>
feature-prose-column <box>133 980 365 1600</box>
logo-sindhi-text: عوامي آواز <box>34 26 166 116</box>
staff-role: ايگزيڪيوٽو ايڊيٽر <box>525 18 577 28</box>
contact-row <box>195 59 1145 122</box>
paragraph: قانون جي حڪمراني قائم ڪرڻ لاءِ ضروري آهي ته عدليه مڪمل طرح آزاد هجي، پوليس جو ادارو سياسي اثر کان پاڪ هجي ۽ احتساب جو عمل بنا ڪنهن تفريق جي هر هڪ تي لاڳو ٿئي. <box>765 1312 947 1356</box>
column-body <box>570 849 752 1054</box>
book-item: 5 ـ شاعري جو مجموعو 2008ع <box>459 1436 558 1446</box>
paragraph: اسان کي گهرجي ته سندس ڪتابن ۽ لکڻين کي محفوظ ڪيون، ڇو ته انهن ۾ سنڌ جي سماجي ۽ سياسي تاريخ جا اهم باب موجود آهن، ريسرچ ڪندڙ شاگردن لاءِ اهو مواد وڏي ڪم جو ثابت ٿيندو. <box>133 1094 365 1123</box>
bio-line: شايع ٿيل ڪتاب <box>501 1250 558 1260</box>
paragraph: پاڪستان ۾ قانون جي حڪمراني جي راهه ۾ سڀ کان وڏي رڪاوٽ طاقتور طبقن جو قانون کان مٿي هجڻ آهي، وڏيرا، سرمائيدار ۽ با اثر ماڻهو آساني سان قانون کان بچي نڪرندا آهن جڏهن ته غريب ماڻهو ننڍڙي ڳالهه تي به جيل ۾ بند ڪيو ويندو آهي. <box>570 1237 752 1292</box>
paragraph: ڪيترن ئي ملڪن ۾ عيد الاضحى تي مخصوص سلاٽر هائوسز ٺاهيا ويا آهن جتي جانور ذبح ڪيا ويندا آهن ۽ سڄو فضلو سائنسي طريقي سان ٺڪاڻي لڳايو ويندو آهي، اسان کي به اهڙو نظام قائم ڪرڻ گهرجي. <box>765 465 947 509</box>
staff-name: زرار پيرزادو <box>755 30 823 45</box>
paragraph: اسان جي حڪمرانن کي گهرجي ته اهي سادگي اختيار ڪن، سرڪاري خرچن ۾ گهٽتائي آڻين ۽ بچايل رقم عوام جي بنيادي ضرورتن تي خرچ ڪن، بصورت ديگر مهانگائي جو هي طوفان سڀ ڪجهه لوڙهي ويندو. <box>960 977 1142 1021</box>
contact-values <box>276 59 995 122</box>
paragraph: ضرورت آهي ته بلديه جا ادارا عيد کان اڳ ئي هنگامي بنيادن تي پلان ترتيب ڏين، محلي سطح تي گندگي گڏ ڪرڻ لاءِ ڪنٽينر رکيا وڃن ۽ شهرين کي آگاهي ڏني وڃي ته اهي آلائشون محفوظ طريقي سان مقرر ڪيل جاين تي اڇلائين، اسان سڀني کي گڏجي پنهنجو پنهنجو ڪردار ادا ڪرڻو پوندو. <box>570 563 752 619</box>
staff-cell-editor <box>670 6 908 58</box>
poem-line: هي ساجن صديون گهرجن <box>479 1031 558 1041</box>
paragraph: اسان کي اسحاق مڱريي جي ڪيل صحافتي ڪر جي ڪٿني آهي ته سندس لکيل مواد ضايع نه ٿي وڃي، اسان کي خبر ناهي ته سندس خاندان ۽ ان حوالي سان ڪيتري سجاڳي ۽ دلچسپي آهي پر جيڪڏهن اها هجي به ته انهن جي ذميواري ناهي، اصل ۾ اها مختلف ادارن جي ذميواري آهي ته سندس ٿيل ڪر کي محفوظ ڪري ۽ اڳتي امله قلمي پورهئي کي ضايع ٿيڻ کان بچايو وڃي. <box>133 1207 365 1257</box>
story-taliban-col1 <box>570 1555 752 1860</box>
staff-row <box>195 6 1145 59</box>
story-law-headline: قانون جي حڪمراني ۽ پاڪستان <box>769 1116 943 1159</box>
col-divider <box>758 737 759 1102</box>
story-taliban-kicker: پرڏيهي واءُ سواءُ <box>786 1473 926 1494</box>
paragraph: اسحاق مڱريي پنهنجي صحافتي زندگي جو آغاز ۽ پوءِ پنهنجي تنظيمي جي پليٽ فارم تان ڪيو، 1992ع ۾ هو سنڌ جي هڪ وڏي اخبار سان وابسته ٿيو ۽ ان کان پوءِ مختلف اخبارن ۾ خدمتون سرانجام ڏنيون. <box>133 1063 366 1092</box>
paragraph: اسان وٽ عام طور اهو چيو ويندو آهي ته صحافت هڪ مقدس پيشو آهي، پر ان پيشي جي حرمت جو خيال تڏهن ئي رهجي سگهندو جڏهن اسحاق مڱريي جهڙا اصول پرست ماڻهو ان سان وابسته هوندا، سندس لاڏاڻو سنڌي صحافت لاءِ وڏو خال آهي. <box>133 1022 365 1062</box>
story-qurbani-author-sub: رياض ابڙو جي تصوير <box>623 411 699 421</box>
label-ads: اشتهارن جو شعبو: <box>200 98 255 108</box>
story-budget-col3 <box>960 737 1142 1102</box>
column-body <box>570 1555 752 1795</box>
staff-role: ايڊيٽر <box>780 18 798 28</box>
paragraph: اسلام اسان کي صفائي جو درس ڏنو آهي ۽ چيو ويو آهي ته صفائي اڌ ايمان آهي، پوءِ اهو ڪيئن ٿو ٿي سگهي ته اسان هڪ مقدس فريضو ادا ڪندي پنهنجي ماحول کي خراب ڪيون، حڪومت سان گڏ اسان سڀني تي اها ذميواري عائد ٿئي ٿي ته صفائي جو خاص خيال رکون. <box>570 620 752 676</box>
paragraph: اڄ جي پاڪستان ۾ سڀ کان وڏو مسئلو انصاف جو دير سان ملڻ آهي، عدالتن ۾ لکين ڪيس زيرالتوا پيا آهن، هڪ عام ماڻهو سالن جا سال عدالتن جا چڪر ڪاٽيندو آهي پر کيس انصاف نه ملندو آهي. <box>570 1339 752 1384</box>
address-block <box>3 128 1147 224</box>
paragraph: سنڌ ۾ اڳ ئي سرڪاري اسپتالن جي حالت ڪا سٺي ناهي، دوائون نه آهن، مشينون خراب آهن ۽ ڊاڪٽر حاضر نه هوندا آهن، اهڙي صورت ۾ جڏهن نجي اسپتالن تي اضافي ٽيڪس لڳندو ته غريب ماڻهو ڪاڏي وڃي؟ <box>6 350 544 372</box>
paragraph: اسحاق مڱريي پنهنجي صحافتي زندگي جو آغاز ۽ پوءِ پنهنجي تنظيمي جي پليٽ فارم تان ڪيو، 1992ع ۾ هو سنڌ جي هڪ وڏي اخبار سان وابسته ٿيو ۽ ان کان پوءِ مختلف اخبارن ۾ خدمتون سرانجام ڏنيون. <box>6 656 544 678</box>
poem-line: جي خاص تي ڪريو! <box>496 993 558 1003</box>
column-body <box>960 1555 1142 1680</box>
paragraph: سعودي عرب ۽ متحده عرب امارات 2020ع کان وٺي خطي ۾ پنهنجي اثر کي وڌائڻ لاءِ نوان اتحاد ٺاهي رهيا آهن، افغانستان جي جاگرافيائي اهميت کي نظر انداز نٿو ڪري سگهجي، وچ ايشيا ۽ ڏکڻ ايشيا جي وچ ۾ هي ملڪ هڪ پل جي حيثيت رکي ٿو. <box>960 1555 1142 1611</box>
logo-english-text: Daily AWAMI AWAZ <box>49 17 151 27</box>
paragraph: پاڪستان لاءِ هي صورتحال خاص اهميت رکي ٿي، ڇاڪاڻ ته افغانستان سان سڌريل لاڳاپا ئي علائقائي واپار ۽ استحڪام جي ضمانت ڏئي سگهن ٿا. <box>570 1761 752 1793</box>
paragraph: متحده عرب امارات افغانستان ۾ سيڪيورٽي، ايئرپورٽ جي انتظامڪاري ۽ واپاري سهولتن جي حوالي سان ڪردار ادا ڪري رهيو آهي، دبئي ۾ افغان واپارين جي وڏي تعداد ۾ موجودگي به هڪ اهم عنصر آهي. <box>570 1658 752 1702</box>
